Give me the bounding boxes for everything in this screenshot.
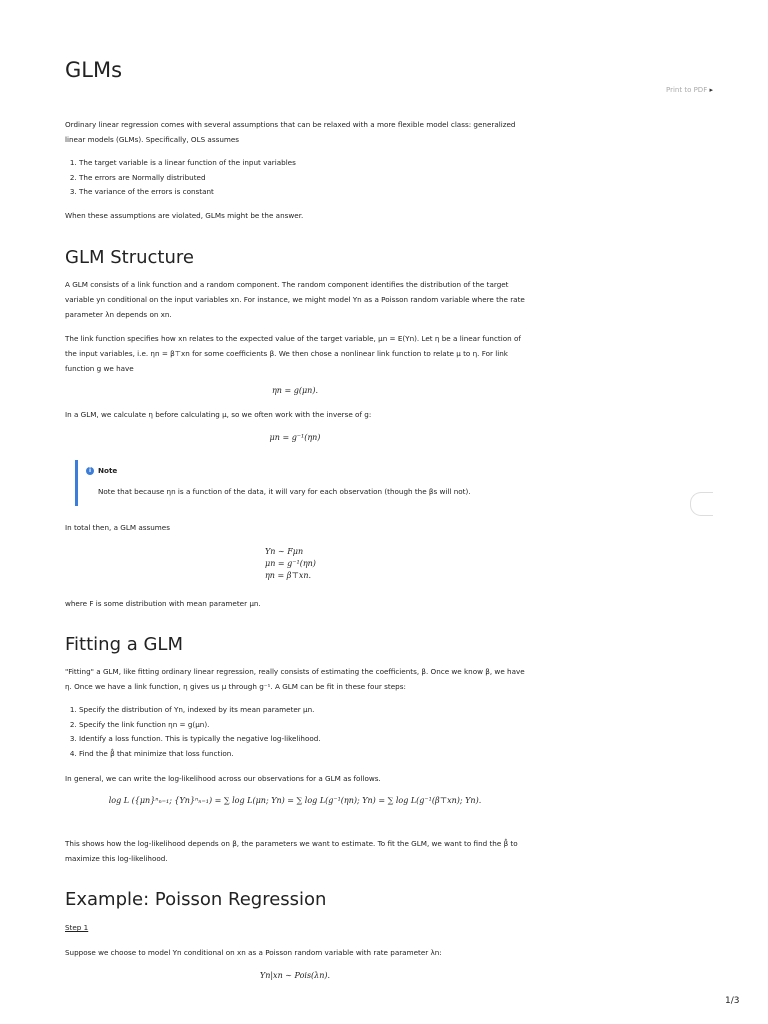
fitting-paragraph-3: This shows how the log-likelihood depends on β, the parameters we want to estimate. To fit the GLM, we want to find the β̂ to maximize this log-likelihood.: [65, 839, 518, 863]
list-item: 2. Specify the link function ηn = g(μn).: [79, 718, 321, 733]
note-body: Note that because ηn is a function of the data, it will vary for each observation (though the βs will not).: [98, 487, 471, 496]
equation-line: Yn ∼ Fμn: [265, 547, 304, 556]
intro-paragraph: Ordinary linear regression comes with several assumptions that can be relaxed with a more flexible model class: generalized linear models (GLMs). Specifically, OLS assumes: [65, 120, 516, 144]
list-item: 1. Specify the distribution of Yn, indexed by its mean parameter μn.: [79, 703, 321, 718]
page-title: GLMs: [65, 58, 123, 82]
note-callout: [75, 460, 530, 506]
equation-inverse-link: μn = g⁻¹(ηn): [269, 433, 321, 442]
page-number: 1/3: [725, 996, 740, 1006]
structure-paragraph-4: In total then, a GLM assumes: [65, 523, 170, 532]
note-title-label: Note: [98, 466, 118, 475]
structure-paragraph-1: A GLM consists of a link function and a random component. The random component identifies the distribution of the target variable yn conditional on the input variables xn. For instance, we might model Yn as a Poisson random variable where the rate parameter λn depends on xn.: [65, 280, 525, 319]
list-item: 3. Identify a loss function. This is typically the negative log-likelihood.: [79, 732, 321, 747]
chevron-right-icon: ▸: [709, 86, 713, 94]
log-likelihood-equation: log L ({μn}ⁿₙ₌₁; {Yn}ⁿₙ₌₁) = ∑ log L(μn; Yn) = ∑ log L(g⁻¹(ηn); Yn) = ∑ log L(g⁻¹(β⊤xn); Yn).: [108, 796, 482, 805]
equation-line: ηn = β⊤xn.: [265, 571, 312, 580]
list-item: 2. The errors are Normally distributed: [79, 171, 296, 186]
note-title: [86, 466, 117, 475]
list-item: 3. The variance of the errors is constant: [79, 185, 296, 200]
glm-assumption-equations: [65, 546, 525, 582]
print-to-pdf-link[interactable]: [666, 86, 713, 94]
structure-paragraph-5: where F is some distribution with mean parameter μn.: [65, 599, 261, 608]
list-item: 4. Find the β̂ that minimize that loss function.: [79, 747, 321, 762]
print-to-pdf-label[interactable]: Print to PDF: [666, 86, 708, 94]
section-heading-fitting: Fitting a GLM: [65, 634, 183, 655]
equation-link: ηn = g(μn).: [272, 386, 318, 395]
section-heading-example: Example: Poisson Regression: [65, 889, 327, 910]
step-1-link[interactable]: Step 1: [65, 923, 89, 932]
list-item: 1. The target variable is a linear function of the input variables: [79, 156, 296, 171]
side-panel-toggle[interactable]: [690, 492, 713, 516]
fitting-paragraph-2: In general, we can write the log-likelihood across our observations for a GLM as follows.: [65, 774, 381, 783]
fitting-paragraph-1: "Fitting" a GLM, like fitting ordinary linear regression, really consists of estimating the coefficients, β. Once we know β, we have η. Once we have a link function, η gives us μ through g⁻¹. A GLM can be fit in these four steps:: [65, 667, 525, 691]
poisson-equation: Yn|xn ∼ Pois(λn).: [259, 971, 331, 980]
section-heading-structure: GLM Structure: [65, 247, 194, 268]
equation-line: μn = g⁻¹(ηn): [265, 559, 316, 568]
structure-paragraph-2: The link function specifies how xn relates to the expected value of the target variable, μn = E(Yn). Let η be a linear function of the input variables, i.e. ηn = β⊤xn for some coefficients β. We then chose a nonlinear link function to relate μ to η. For link function g we have: [65, 334, 521, 373]
structure-paragraph-3: In a GLM, we calculate η before calculating μ, so we often work with the inverse of g:: [65, 410, 372, 419]
info-icon: i: [86, 467, 94, 475]
example-paragraph-1: Suppose we choose to model Yn conditional on xn as a Poisson random variable with rate parameter λn:: [65, 948, 442, 957]
intro-conclusion: When these assumptions are violated, GLMs might be the answer.: [65, 211, 304, 220]
step-line: [65, 920, 525, 935]
assumptions-list: [65, 156, 296, 200]
fitting-steps-list: [65, 703, 321, 761]
